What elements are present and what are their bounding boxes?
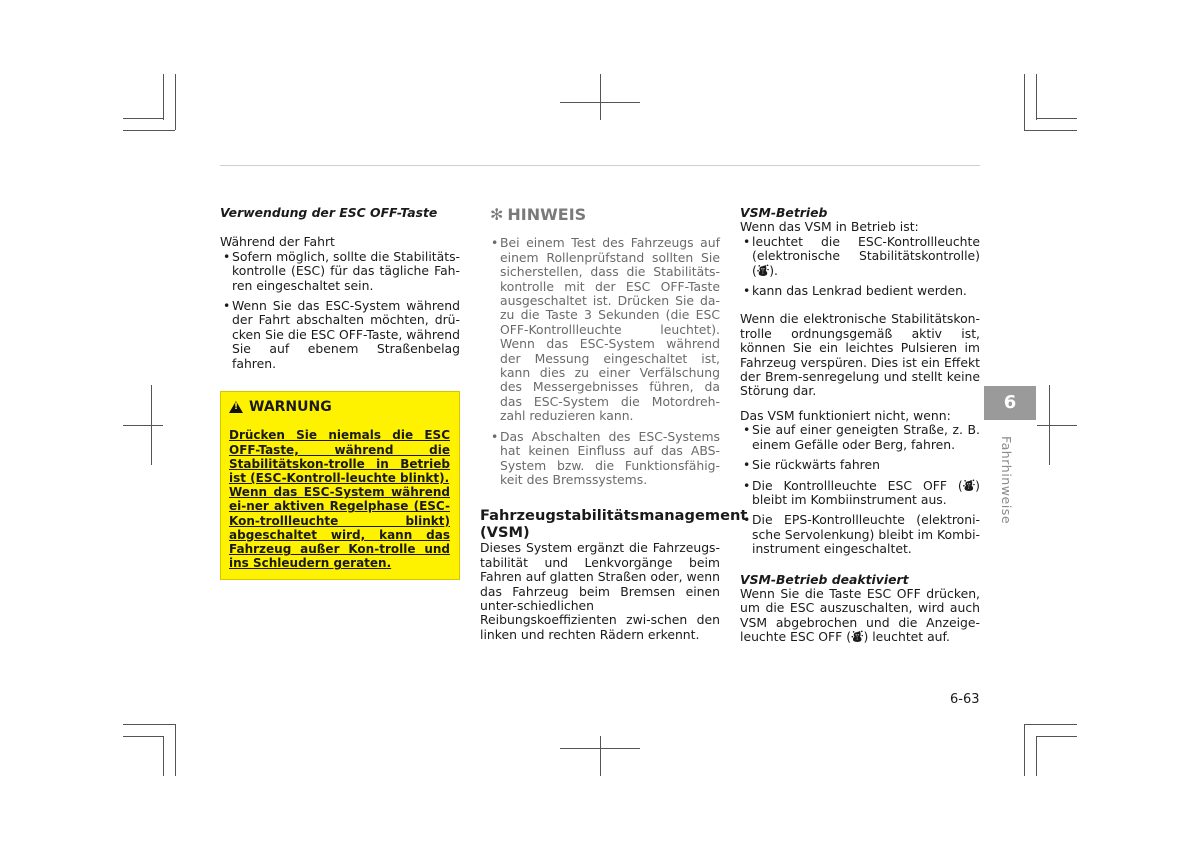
note-title [490, 205, 720, 224]
column-note [480, 205, 748, 642]
registration-mark [1037, 425, 1077, 426]
crop-mark [1024, 74, 1025, 130]
note-title-text: HINWEIS [507, 205, 587, 224]
crop-mark [1024, 724, 1025, 776]
crop-mark [163, 74, 164, 120]
warning-text: Drücken Sie niemals die ESC OFF-Taste, während die Stabilitätskon-trolle in Betrieb ist (ESC-Kontroll-leuchte blinkt). [229, 428, 450, 486]
list-item: • leuchtet die ESC-Kontrollleuchte (elektronische Stabilitätskontrolle) (⛇). [740, 235, 980, 278]
header-rule [220, 165, 980, 166]
note-item: • Bei einem Test des Fahrzeugs auf einem Rollenprüfstand sollten Sie sicherstellen, dass die Stabilitäts-kontrolle mit der ESC OFF-Taste ausgeschaltet ist. Drücken Sie da-zu die Taste 3 Sekunden (die ESC OFF-Kontrollleuchte leuchtet). Wenn das ESC-System während der Messung eingeschaltet ist, kann dies zu einer Verfälschung des Messergebnisses führen, da das ESC-System die Motordreh-zahl reduzieren kann. [488, 236, 720, 423]
crop-mark [175, 74, 176, 130]
paragraph: Wenn die elektronische Stabilitätskon-trolle ordnungsgemäß aktiv ist, können Sie ein leichtes Pulsieren im Fahrzeug verspüren. Dies ist ein Effekt der Brem-senregelung und stellt keine Störung dar. [740, 311, 980, 399]
asterisk-icon: ✻ [490, 205, 504, 224]
list-item: • kann das Lenkrad bedient werden. [740, 284, 980, 298]
warning-title-text: WARNUNG [249, 399, 332, 416]
crop-mark [123, 736, 163, 737]
column-vsm [740, 206, 980, 645]
crop-mark [1036, 118, 1077, 119]
list-item: • Die EPS-Kontrollleuchte (elektroni-sche Servolenkung) bleibt im Kombi-instrument eingeschaltet. [740, 513, 980, 556]
subheading: Während der Fahrt [220, 234, 335, 250]
list-item: • Sie auf einer geneigten Straße, z. B. einem Gefälle oder Berg, fahren. [740, 423, 980, 452]
section-heading: VSM-Betrieb deaktiviert [740, 571, 909, 587]
section-title: Fahrzeugstabilitätsmanagement (VSM) [480, 507, 748, 542]
crop-mark [175, 724, 176, 776]
list-item: • Sofern möglich, sollte die Stabilitäts-kontrolle (ESC) für das tägliche Fah-ren eingeschaltet sein. [220, 250, 460, 293]
crop-mark [123, 130, 175, 131]
warning-icon [229, 401, 243, 413]
warning-box [220, 391, 460, 579]
note-item: • Das Abschalten des ESC-Systems hat keinen Einfluss auf das ABS-System bzw. die Funktionsfähig-keit des Bremssystems. [488, 430, 720, 488]
intro-text: Wenn das VSM in Betrieb ist: [740, 219, 919, 235]
list-item: • Die Kontrollleuchte ESC OFF (⛇) bleibt im Kombiinstrument aus. [740, 479, 980, 508]
column-esc-off [220, 206, 460, 580]
chapter-tab: 6 [984, 386, 1036, 420]
warning-text: Wenn das ESC-System während ei-ner aktiven Regelphase (ESC-Kon-trollleuchte blinkt) abgeschaltet wird, kann das Fahrzeug außer Kon-trolle und ins Schleudern geraten. [229, 485, 450, 571]
crop-mark [1036, 74, 1037, 120]
registration-mark [600, 74, 601, 120]
registration-mark [123, 425, 163, 426]
page-number: 6-63 [950, 692, 980, 707]
section-heading: Verwendung der ESC OFF-Taste [220, 205, 438, 220]
section-heading: VSM-Betrieb [740, 205, 828, 220]
crop-mark [1024, 130, 1077, 131]
registration-mark [151, 385, 152, 465]
registration-mark [1049, 385, 1050, 465]
crop-mark [163, 736, 164, 776]
warning-title [229, 400, 450, 414]
subheading: Das VSM funktioniert nicht, wenn: [740, 407, 951, 423]
crop-mark [1036, 736, 1077, 737]
crop-mark [1036, 736, 1037, 776]
crop-mark [1024, 724, 1077, 725]
section-text: Dieses System ergänzt die Fahrzeugs-tabilität und Lenkvorgänge beim Fahren auf glatten Straßen oder, wenn das Fahrzeug beim Bremsen einen unter-schiedlichen Reibungskoeffizienten zwi-schen den linken und rechten Rädern erkennt. [480, 540, 720, 642]
registration-mark [600, 736, 601, 776]
paragraph: Wenn Sie die Taste ESC OFF drücken, um die ESC auszuschalten, wird auch VSM abgebrochen und die Anzeige-leuchte ESC OFF (⛇) leuchtet auf. [740, 585, 980, 645]
crop-mark [123, 118, 163, 119]
crop-mark [123, 724, 175, 725]
list-item: • Sie rückwärts fahren [740, 458, 980, 472]
chapter-name: Fahrhinweise [999, 436, 1014, 525]
list-item: • Wenn Sie das ESC-System während der Fahrt abschalten möchten, drü-cken Sie die ESC OFF-Taste, während Sie auf ebenem Straßenbelag fahren. [220, 299, 460, 371]
